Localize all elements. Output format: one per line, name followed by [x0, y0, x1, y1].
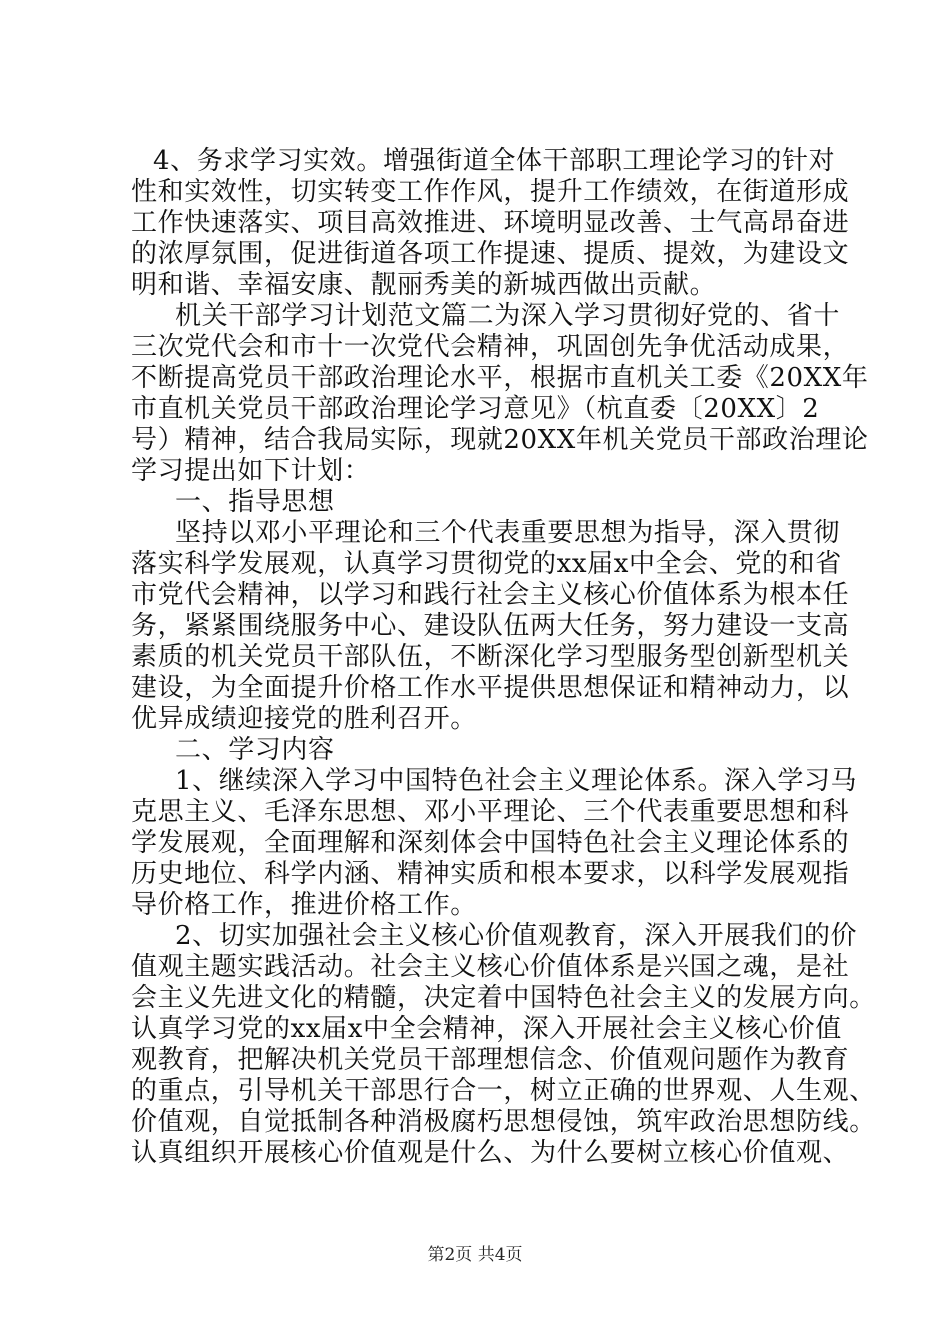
text-line: 2、切实加强社会主义核心价值观教育，深入开展我们的价: [175, 921, 858, 951]
text-line: 克思主义、毛泽东思想、邓小平理论、三个代表重要思想和科: [131, 797, 850, 827]
text-line: 素质的机关党员干部队伍，不断深化学习型服务型创新型机关: [131, 642, 850, 672]
text-line: 学发展观，全面理解和深刻体会中国特色社会主义理论体系的: [131, 828, 850, 858]
text-line: 市党代会精神，以学习和践行社会主义核心价值体系为根本任: [131, 580, 850, 610]
text-line: 务，紧紧围绕服务中心、建设队伍两大任务，努力建设一支高: [131, 611, 850, 641]
text-line: 历史地位、科学内涵、精神实质和根本要求，以科学发展观指: [131, 859, 850, 889]
text-line: 机关干部学习计划范文篇二为深入学习贯彻好党的、省十: [175, 301, 841, 331]
text-line: 坚持以邓小平理论和三个代表重要思想为指导，深入贯彻: [175, 518, 841, 548]
text-line: 三次党代会和市十一次党代会精神，巩固创先争优活动成果，: [131, 332, 850, 362]
text-line: 明和谐、幸福安康、靓丽秀美的新城西做出贡献。: [131, 270, 717, 300]
text-line: 不断提高党员干部政治理论水平，根据市直机关工委《20XX年: [131, 363, 869, 393]
text-line: 会主义先进文化的精髓，决定着中国特色社会主义的发展方向。: [131, 983, 876, 1013]
text-line: 1、继续深入学习中国特色社会主义理论体系。深入学习马: [175, 766, 858, 796]
document-body: [131, 146, 876, 1169]
text-line: 4、务求学习实效。增强街道全体干部职工理论学习的针对: [153, 146, 836, 176]
text-line: 值观主题实践活动。社会主义核心价值体系是兴国之魂，是社: [131, 952, 850, 982]
text-line: 工作快速落实、项目高效推进、环境明显改善、士气高昂奋进: [131, 208, 850, 238]
text-line: 性和实效性，切实转变工作作风，提升工作绩效，在街道形成: [131, 177, 850, 207]
text-line: 建设，为全面提升价格工作水平提供思想保证和精神动力，以: [131, 673, 850, 703]
text-line: 市直机关党员干部政治理论学习意见》（杭直委〔20XX〕2: [131, 394, 820, 424]
text-line: 认真学习党的xx届x中全会精神，深入开展社会主义核心价值: [131, 1014, 842, 1044]
text-line: 号）精神，结合我局实际，现就20XX年机关党员干部政治理论: [131, 425, 869, 455]
text-line: 优异成绩迎接党的胜利召开。: [131, 704, 477, 734]
text-line: 的重点，引导机关干部思行合一，树立正确的世界观、人生观、: [131, 1076, 876, 1106]
text-line: 导价格工作，推进价格工作。: [131, 890, 477, 920]
text-line: 学习提出如下计划：: [131, 456, 371, 486]
section-heading: 一、指导思想: [175, 487, 335, 517]
text-line: 落实科学发展观，认真学习贯彻党的xx届x中全会、党的和省: [131, 549, 842, 579]
section-heading: 二、学习内容: [175, 735, 335, 765]
text-line: 认真组织开展核心价值观是什么、为什么要树立核心价值观、: [131, 1138, 850, 1168]
text-line: 观教育，把解决机关党员干部理想信念、价值观问题作为教育: [131, 1045, 850, 1075]
text-line: 价值观，自觉抵制各种消极腐朽思想侵蚀，筑牢政治思想防线。: [131, 1107, 876, 1137]
text-line: 的浓厚氛围，促进街道各项工作提速、提质、提效，为建设文: [131, 239, 850, 269]
page-number: 第2页 共4页: [427, 1245, 523, 1265]
